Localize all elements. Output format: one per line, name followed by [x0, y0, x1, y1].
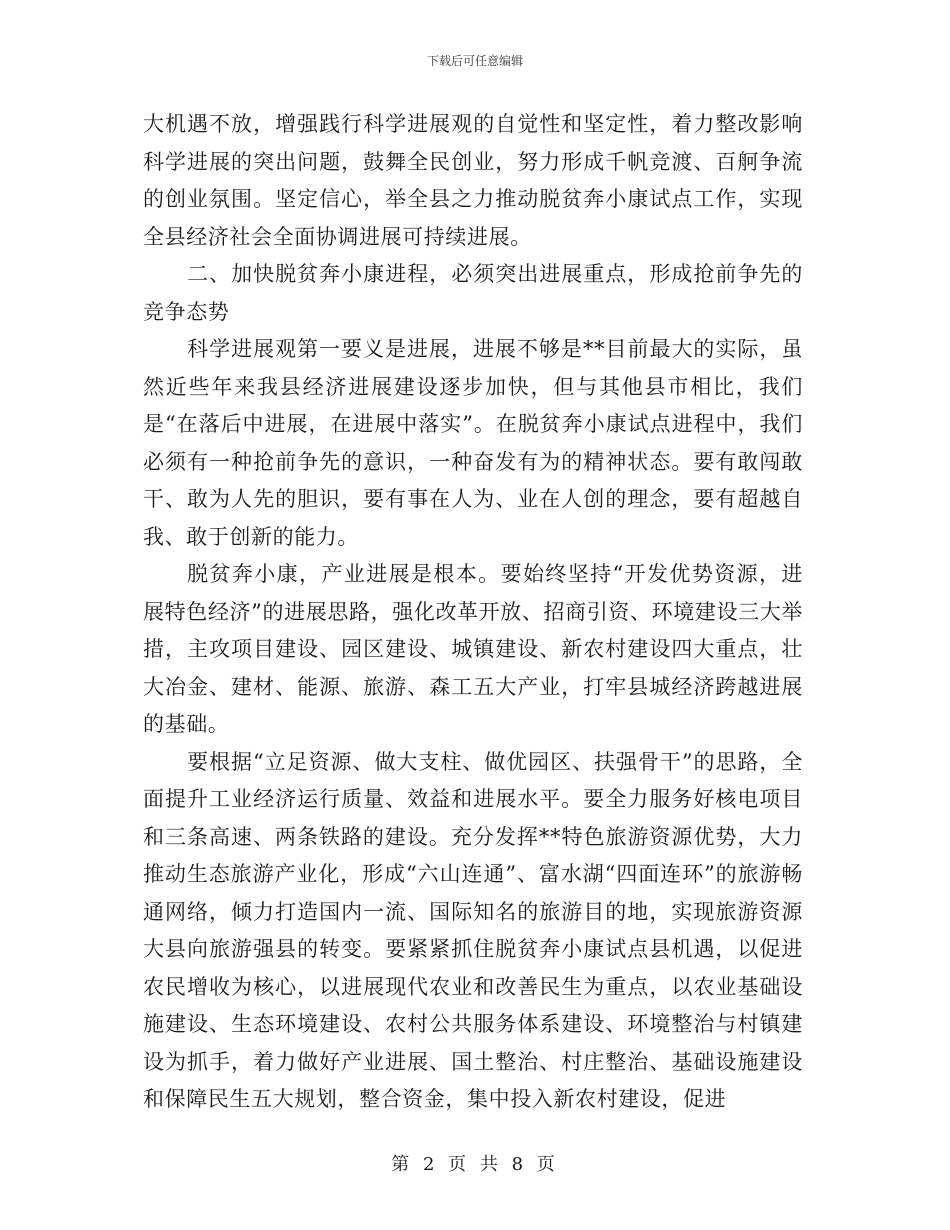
paragraph-continuation: 大机遇不放，增强践行科学进展观的自觉性和坚定性，着力整改影响科学进展的突出问题，鼓舞全民创业，努力形成千帆竞渡、百舸争流的创业氛围。坚定信心，举全县之力推动脱贫奔小康试点工作，实现全县经济社会全面协调进展可持续进展。	[143, 112, 803, 249]
paragraph: 脱贫奔小康，产业进展是根本。要始终坚持“开发优势资源，进展特色经济”的进展思路，强化改革开放、招商引资、环境建设三大举措，主攻项目建设、园区建设、城镇建设、新农村建设四大重点，壮大冶金、建材、能源、旅游、森工五大产业，打牢县城经济跨越进展的基础。	[143, 562, 803, 736]
document-body	[143, 106, 803, 1119]
paragraph: 要根据“立足资源、做大支柱、做优园区、扶强骨干”的思路，全面提升工业经济运行质量、效益和进展水平。要全力服务好核电项目和三条高速、两条铁路的建设。充分发挥**特色旅游资源优势，大力推动生态旅游产业化，形成“六山连通”、富水湖“四面连环”的旅游畅通网络，倾力打造国内一流、国际知名的旅游目的地，实现旅游资源大县向旅游强县的转变。要紧紧抓住脱贫奔小康试点县机遇，以促进农民增收为核心，以进展现代农业和改善民生为重点，以农业基础设施建设、生态环境建设、农村公共服务体系建设、环境整治与村镇建设为抓手，着力做好产业进展、国土整治、村庄整治、基础设施建设和保障民生五大规划，整合资金，集中投入新农村建设，促进	[143, 749, 803, 1111]
page-header-note: 下载后可任意编辑	[426, 54, 523, 68]
paragraph: 科学进展观第一要义是进展，进展不够是**目前最大的实际，虽然近些年来我县经济进展建设逐步加快，但与其他县市相比，我们是“在落后中进展，在进展中落实”。在脱贫奔小康试点进程中，我们必须有一种抢前争先的意识，一种奋发有为的精神状态。要有敢闯敢干、敢为人先的胆识，要有事在人为、业在人创的理念，要有超越自我、敢于创新的能力。	[143, 337, 803, 549]
page-number: 第 2 页 共 8 页	[391, 1154, 559, 1175]
section-heading: 二、加快脱贫奔小康进程，必须突出进展重点，形成抢前争先的竞争态势	[143, 262, 803, 324]
